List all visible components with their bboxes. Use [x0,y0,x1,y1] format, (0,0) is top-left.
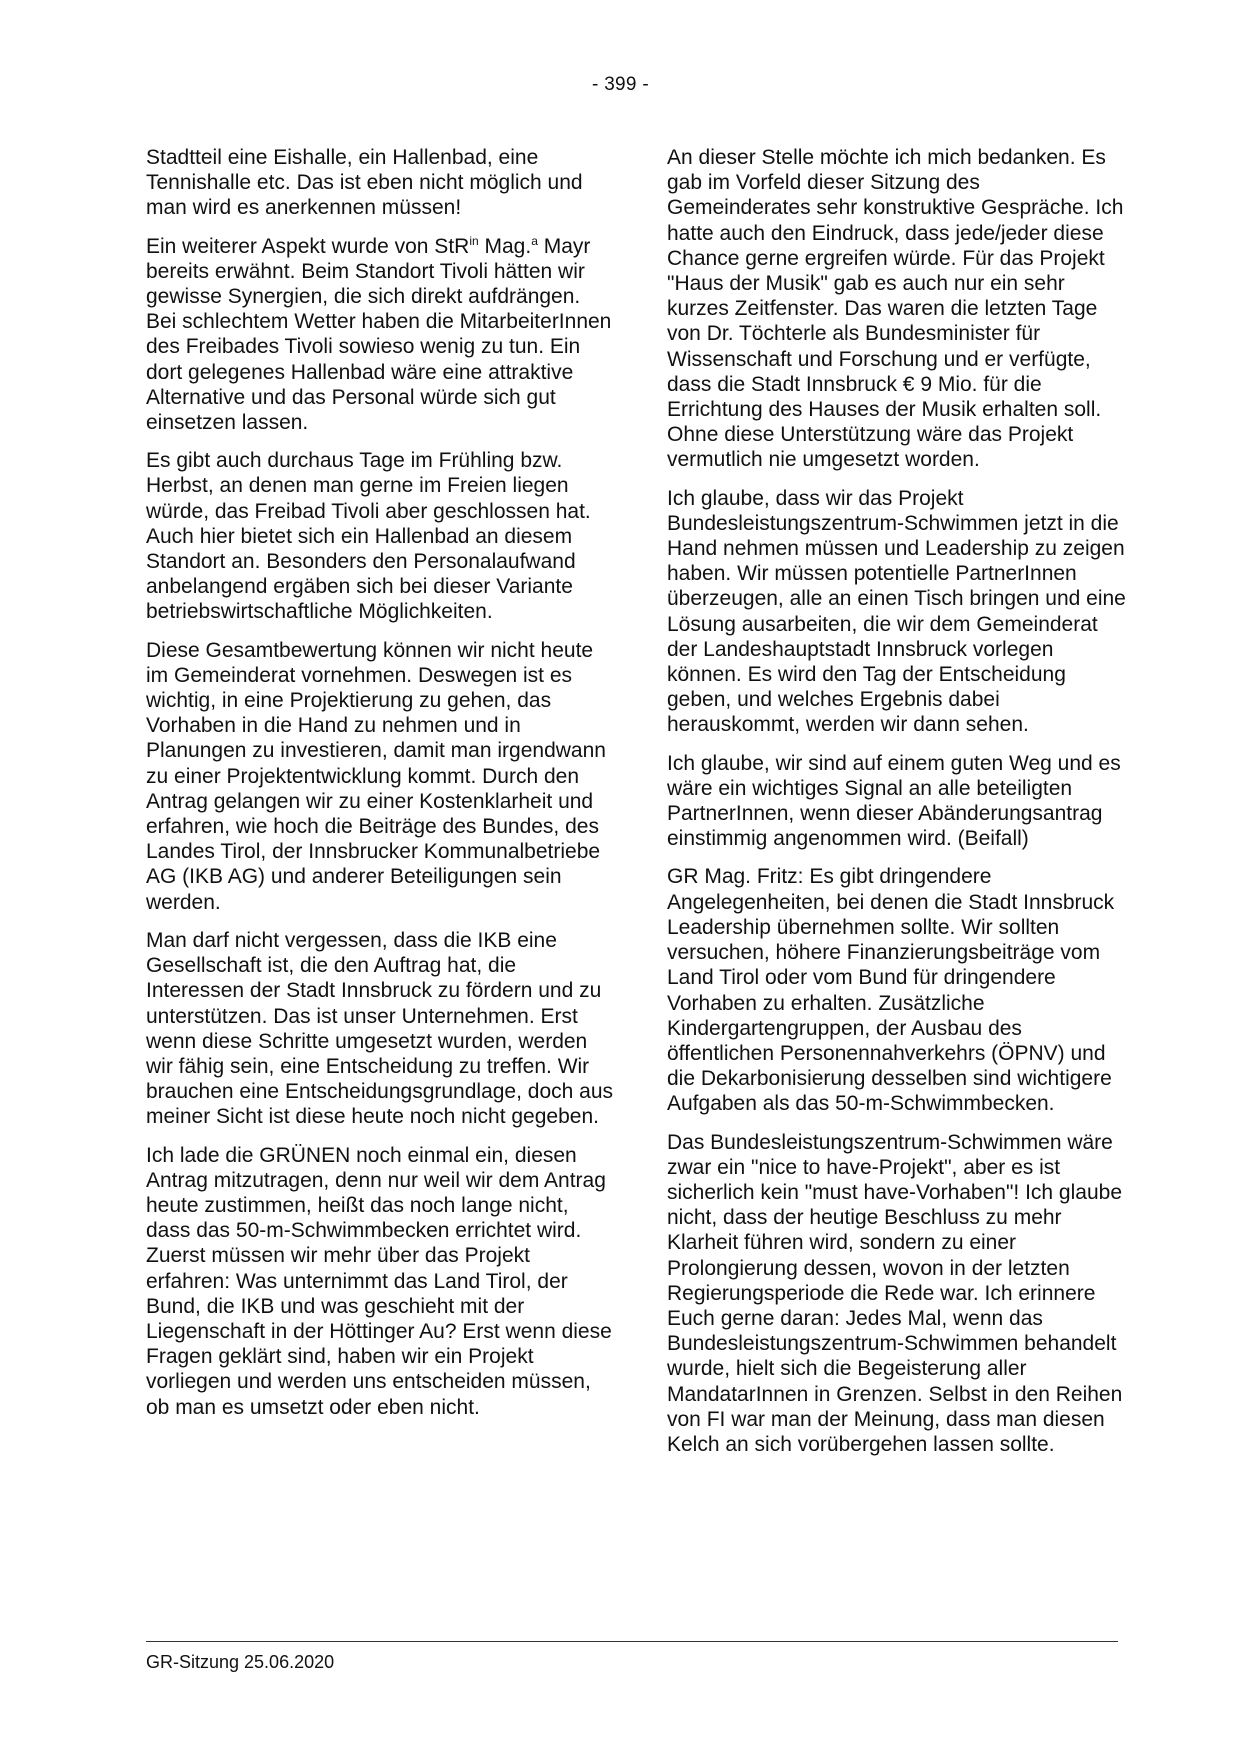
paragraph-text: Mayr bereits erwähnt. Beim Standort Tivoli hätten wir gewisse Synergien, die sich direkt aufdrängen. Bei schlechtem Wetter haben die MitarbeiterInnen des Freibades Tivoli sowieso wenig zu tun. Ein dort gelegenes Hallenbad wäre eine attraktive Alternative und das Personal würde sich gut einsetzen lassen. [146,234,612,435]
paragraph-text: Mag. [478,234,532,258]
superscript: in [469,233,479,248]
paragraph: Man darf nicht vergessen, dass die IKB eine Gesellschaft ist, die den Auftrag hat, die Interessen der Stadt Innsbruck zu fördern und zu unterstützen. Das ist unser Unternehmen. Erst wenn diese Schritte umgesetzt wurden, werden wir fähig sein, eine Entscheidung zu treffen. Wir brauchen eine Entscheidungsgrundlage, doch aus meiner Sicht ist diese heute noch nicht gegeben. [146,928,614,1129]
paragraph: Diese Gesamtbewertung können wir nicht heute im Gemeinderat vornehmen. Deswegen ist es wichtig, in eine Projektierung zu gehen, das Vorhaben in die Hand zu nehmen und in Planungen zu investieren, damit man irgendwann zu einer Projektentwicklung kommt. Durch den Antrag gelangen wir zu einer Kostenklarheit und erfahren, wie hoch die Beiträge des Bundes, des Landes Tirol, der Innsbrucker Kommunalbetriebe AG (IKB AG) und anderer Beteiligungen sein werden. [146,638,606,914]
paragraph: Ich glaube, wir sind auf einem guten Weg und es wäre ein wichtiges Signal an alle beteiligten PartnerInnen, wenn dieser Abänderungsantrag einstimmig angenommen wird. (Beifall) [667,751,1121,851]
superscript: a [531,233,538,248]
paragraph: GR Mag. Fritz: Es gibt dringendere Angelegenheiten, bei denen die Stadt Innsbruck Leadership übernehmen sollte. Wir sollten versuchen, höhere Finanzierungsbeiträge vom Land Tirol oder vom Bund für dringendere Vorhaben zu erhalten. Zusätzliche Kindergartengruppen, der Ausbau des öffentlichen Personennahverkehrs (ÖPNV) und die Dekarbonisierung desselben sind wichtigere Aufgaben als das 50-m-Schwimmbecken. [667,865,1115,1116]
left-column [146,145,616,1433]
right-column [667,145,1127,1470]
page-number: - 399 - [591,74,649,95]
paragraph: Ich glaube, dass wir das Projekt Bundesleistungszentrum-Schwimmen jetzt in die Hand nehmen müssen und Leadership zu zeigen haben. Wir müssen potentielle PartnerInnen überzeugen, alle an einen Tisch bringen und eine Lösung ausarbeiten, die wir dem Gemeinderat der Landeshauptstadt Innsbruck vorlegen können. Es wird den Tag der Entscheidung geben, und welches Ergebnis dabei herauskommt, werden wir dann sehen. [667,486,1126,737]
paragraph: Es gibt auch durchaus Tage im Frühling bzw. Herbst, an denen man gerne im Freien liegen würde, das Freibad Tivoli aber geschlossen hat. Auch hier bietet sich ein Hallenbad an diesem Standort an. Besonders den Personalaufwand anbelangend ergäben sich bei dieser Variante betriebswirtschaftliche Möglichkeiten. [146,449,591,624]
paragraph: Stadtteil eine Eishalle, ein Hallenbad, eine Tennishalle etc. Das ist eben nicht möglich und man wird es anerkennen müssen! [146,146,583,220]
paragraph [146,234,616,436]
paragraph: An dieser Stelle möchte ich mich bedanken. Es gab im Vorfeld dieser Sitzung des Gemeinderates sehr konstruktive Gespräche. Ich hatte auch den Eindruck, dass jede/jeder diese Chance gerne ergreifen würde. Für das Projekt "Haus der Musik" gab es auch nur ein sehr kurzes Zeitfenster. Das waren die letzten Tage von Dr. Töchterle als Bundesminister für Wissenschaft und Forschung und er verfügte, dass die Stadt Innsbruck € 9 Mio. für die Errichtung des Hauses der Musik erhalten soll. Ohne diese Unterstützung wäre das Projekt vermutlich nie umgesetzt worden. [667,146,1124,472]
paragraph: Ich lade die GRÜNEN noch einmal ein, diesen Antrag mitzutragen, denn nur weil wir dem Antrag heute zustimmen, heißt das noch lange nicht, dass das 50-m-Schwimmbecken errichtet wird. Zuerst müssen wir mehr über das Projekt erfahren: Was unternimmt das Land Tirol, der Bund, die IKB und was geschieht mit der Liegenschaft in der Höttinger Au? Erst wenn diese Fragen geklärt sind, haben wir ein Projekt vorliegen und werden uns entscheiden müssen, ob man es umsetzt oder eben nicht. [146,1143,612,1419]
footer-text: GR-Sitzung 25.06.2020 [146,1652,335,1672]
footer-divider [146,1641,1118,1642]
paragraph-text: Ein weiterer Aspekt wurde von StR [146,234,470,258]
paragraph: Das Bundesleistungszentrum-Schwimmen wäre zwar ein "nice to have-Projekt", aber es ist sicherlich kein "must have-Vorhaben"! Ich glaube nicht, dass der heutige Beschluss zu mehr Klarheit führen wird, sondern zu einer Prolongierung dessen, wovon in der letzten Regierungsperiode die Rede war. Ich erinnere Euch gerne daran: Jedes Mal, wenn das Bundesleistungszentrum-Schwimmen behandelt wurde, hielt sich die Begeisterung aller MandatarInnen in Grenzen. Selbst in den Reihen von FI war man der Meinung, dass man diesen Kelch an sich vorübergehen lassen sollte. [667,1130,1123,1456]
